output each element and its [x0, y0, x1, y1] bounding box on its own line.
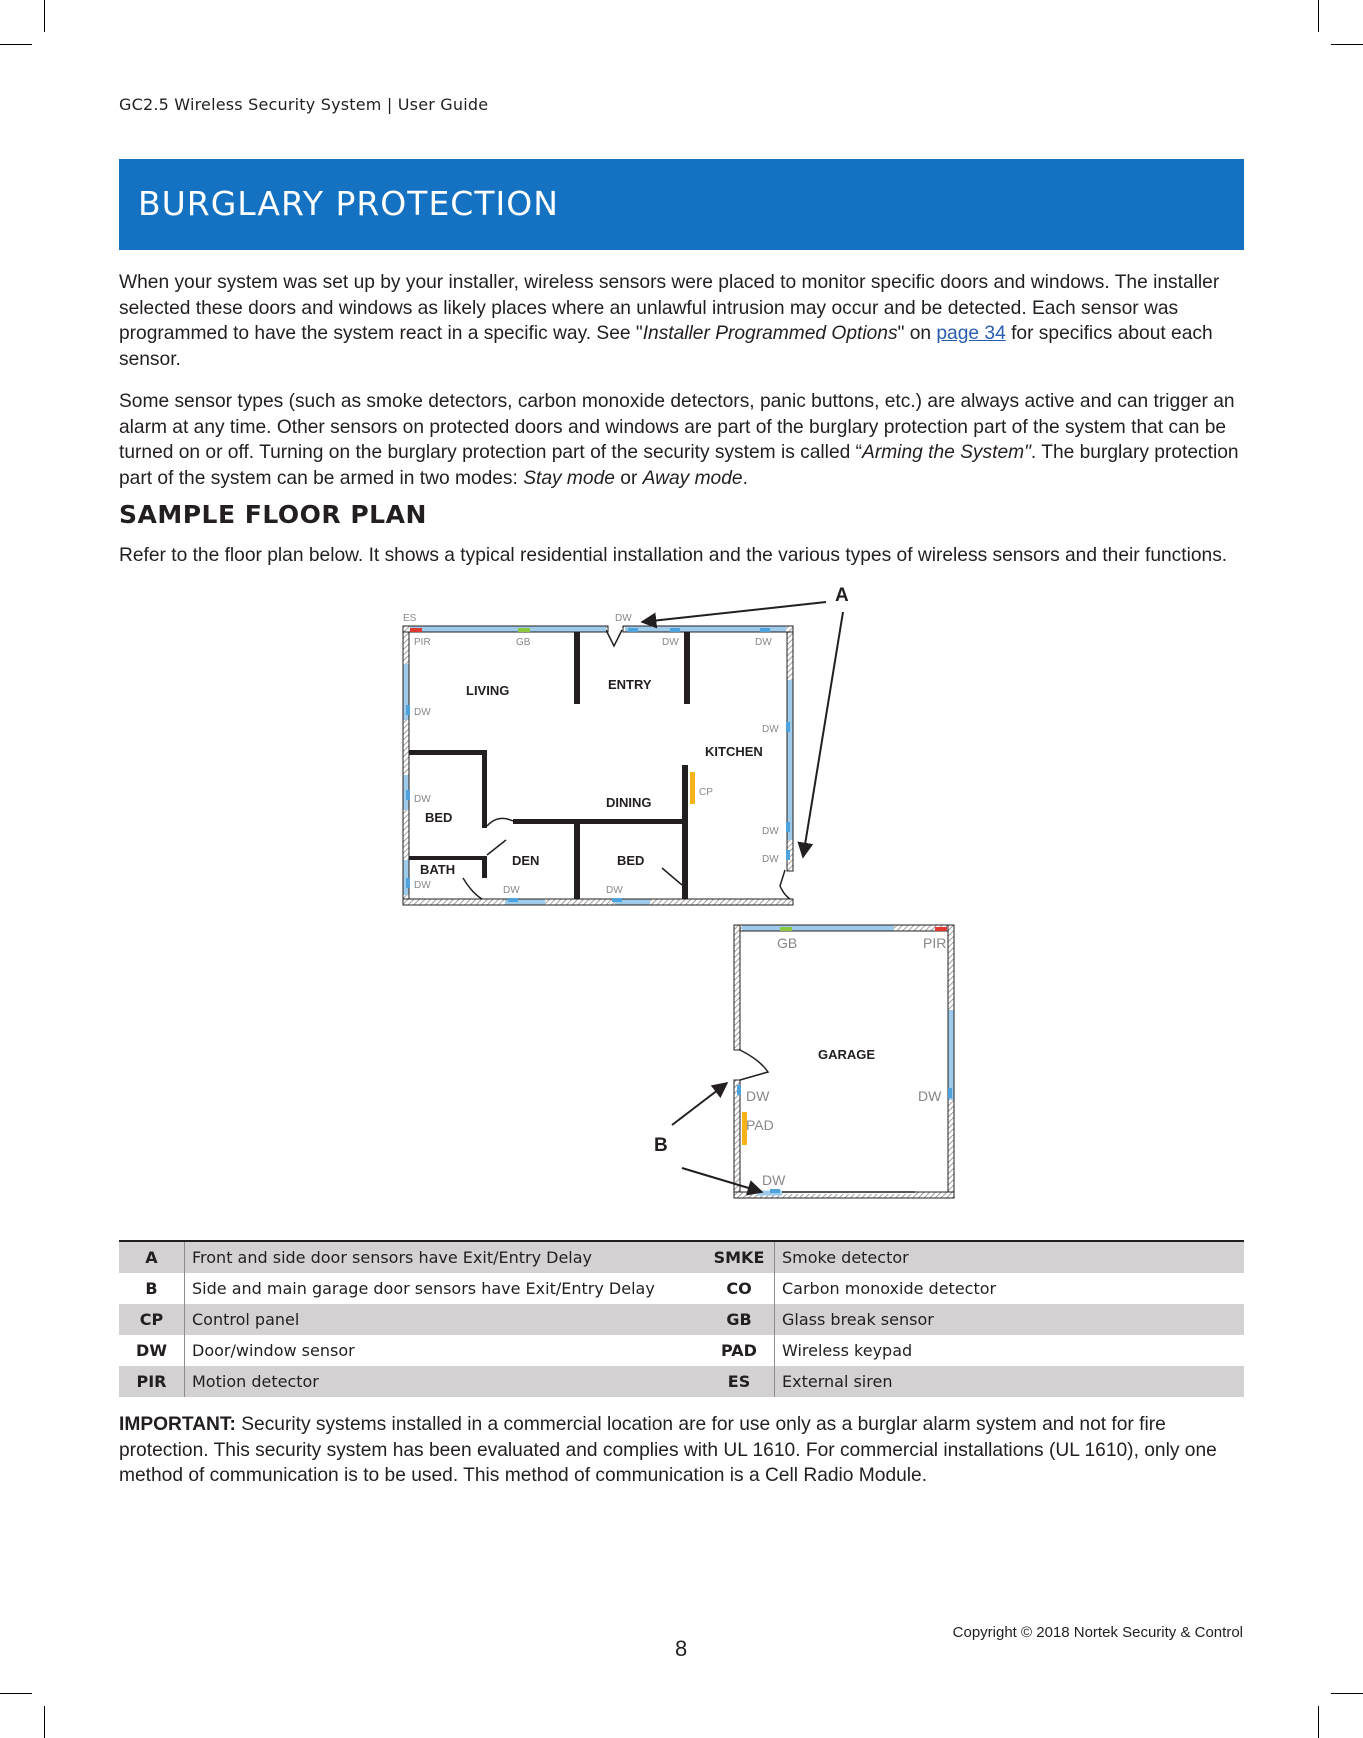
- gb-sensor-icon: [518, 628, 530, 632]
- sensor-label-dw: DW: [918, 1088, 942, 1104]
- dw-sensor-icon: [628, 628, 638, 632]
- crop-mark: [44, 1706, 45, 1738]
- crop-mark: [1318, 1706, 1319, 1738]
- window-segments: [406, 629, 790, 902]
- dw-sensor-icon: [612, 898, 622, 902]
- dw-sensor-icon: [406, 878, 410, 888]
- sensor-label-dw: DW: [606, 885, 623, 896]
- dw-sensor-icon: [670, 628, 680, 632]
- dw-sensor-icon: [786, 722, 790, 732]
- legend-table: [119, 1240, 1244, 1397]
- sensor-label-pir: PIR: [923, 935, 947, 951]
- table-row: PIR Motion detector ES External siren: [119, 1366, 1244, 1397]
- copyright: Copyright © 2018 Nortek Security & Control: [952, 1624, 1243, 1641]
- section-intro: Refer to the floor plan below. It shows a typical residential installation and the various types of wireless sensors and their functions.: [119, 545, 1228, 566]
- control-panel-icon: [690, 772, 695, 804]
- dw-sensor-icon: [786, 850, 790, 860]
- table-row: B Side and main garage door sensors have Exit/Entry Delay CO Carbon monoxide detector: [119, 1273, 1244, 1304]
- section-heading: SAMPLE FLOOR PLAN: [119, 500, 427, 529]
- sensor-label-pad: PAD: [746, 1117, 774, 1133]
- room-label-entry: ENTRY: [608, 677, 652, 692]
- sensor-label-dw: DW: [414, 707, 431, 718]
- room-label-kitchen: KITCHEN: [705, 744, 763, 759]
- table-row: CP Control panel GB Glass break sensor: [119, 1304, 1244, 1335]
- sensor-label-dw: DW: [414, 880, 431, 891]
- page-number: 8: [675, 1636, 688, 1661]
- dw-sensor-icon: [508, 898, 518, 902]
- sensor-label-gb: GB: [777, 935, 798, 951]
- room-label-den: DEN: [512, 853, 540, 868]
- sensor-label-es: ES: [403, 613, 417, 624]
- sensor-label-cp: CP: [699, 787, 713, 798]
- page-34-link[interactable]: page 34: [936, 323, 1006, 344]
- callout-a-label: A: [835, 585, 849, 606]
- dw-sensor-icon: [948, 1088, 952, 1098]
- sensor-label-dw: DW: [615, 613, 632, 624]
- dw-sensor-icon: [786, 822, 790, 832]
- dw-sensor-icon: [406, 790, 410, 800]
- crop-mark: [1331, 1693, 1363, 1694]
- sensor-label-dw: DW: [414, 794, 431, 805]
- sensor-label-dw: DW: [746, 1088, 770, 1104]
- house-interior-walls: [409, 632, 690, 899]
- pir-sensor-icon: [410, 628, 422, 632]
- callout-b-label: B: [654, 1135, 668, 1156]
- house-outer-walls: [403, 626, 793, 905]
- important-note: IMPORTANT: Security systems installed in a commercial location are for use only as a burglar alarm system and not for fire protection. This security system has been evaluated and complies with UL 1610. For commercial installations (UL 1610), only one method of communication is to be used. This method of communication is a Cell Radio Module.: [119, 1414, 1217, 1486]
- pir-sensor-icon: [935, 927, 947, 931]
- room-label-living: LIVING: [466, 683, 510, 698]
- dw-sensor-icon: [770, 1189, 780, 1193]
- sensor-label-dw: DW: [762, 1172, 786, 1188]
- table-row: A Front and side door sensors have Exit/Entry Delay SMKE Smoke detector: [119, 1241, 1244, 1273]
- sensor-label-dw: DW: [503, 885, 520, 896]
- sensor-label-dw: DW: [762, 724, 779, 735]
- sensor-markers: [406, 628, 790, 902]
- dw-sensor-icon: [737, 1085, 741, 1095]
- dw-sensor-icon: [760, 628, 770, 632]
- running-header: GC2.5 Wireless Security System | User Guide: [119, 95, 489, 114]
- page-title: BURGLARY PROTECTION: [138, 184, 559, 223]
- dw-sensor-icon: [406, 705, 410, 715]
- room-label-bed: BED: [425, 810, 453, 825]
- sensor-label-gb: GB: [516, 637, 531, 648]
- callout-arrows: [642, 602, 843, 1192]
- sensor-label-pir: PIR: [414, 637, 431, 648]
- sensor-label-dw: DW: [662, 637, 679, 648]
- intro-paragraph-1: When your system was set up by your installer, wireless sensors were placed to monitor specific doors and windows. The installer selected these doors and windows as likely places where an unlawful intrusion may occur and be detected. Each sensor was programmed to have the system react in a specific way. See "Installer Programmed Options" on page 34 for specifics about each sensor.: [119, 272, 1220, 370]
- sensor-label-dw: DW: [755, 637, 772, 648]
- sensor-label-dw: DW: [762, 854, 779, 865]
- room-label-bed: BED: [617, 853, 645, 868]
- room-label-bath: BATH: [420, 862, 456, 877]
- sensor-label-dw: DW: [762, 826, 779, 837]
- crop-mark: [0, 1693, 32, 1694]
- room-label-garage: GARAGE: [818, 1047, 876, 1062]
- intro-paragraph-2: Some sensor types (such as smoke detectors, carbon monoxide detectors, panic buttons, etc.) are always active and can trigger an alarm at any time. Other sensors on protected doors and windows are part of the burglary protection part of the system that can be turned on or off. Turning on the burglary protection part of the security system is called “Arming the System". The burglary protection part of the system can be armed in two modes: Stay mode or Away mode.: [119, 391, 1239, 489]
- gb-sensor-icon: [780, 927, 792, 931]
- table-row: DW Door/window sensor PAD Wireless keypad: [119, 1335, 1244, 1366]
- room-label-dining: DINING: [606, 795, 652, 810]
